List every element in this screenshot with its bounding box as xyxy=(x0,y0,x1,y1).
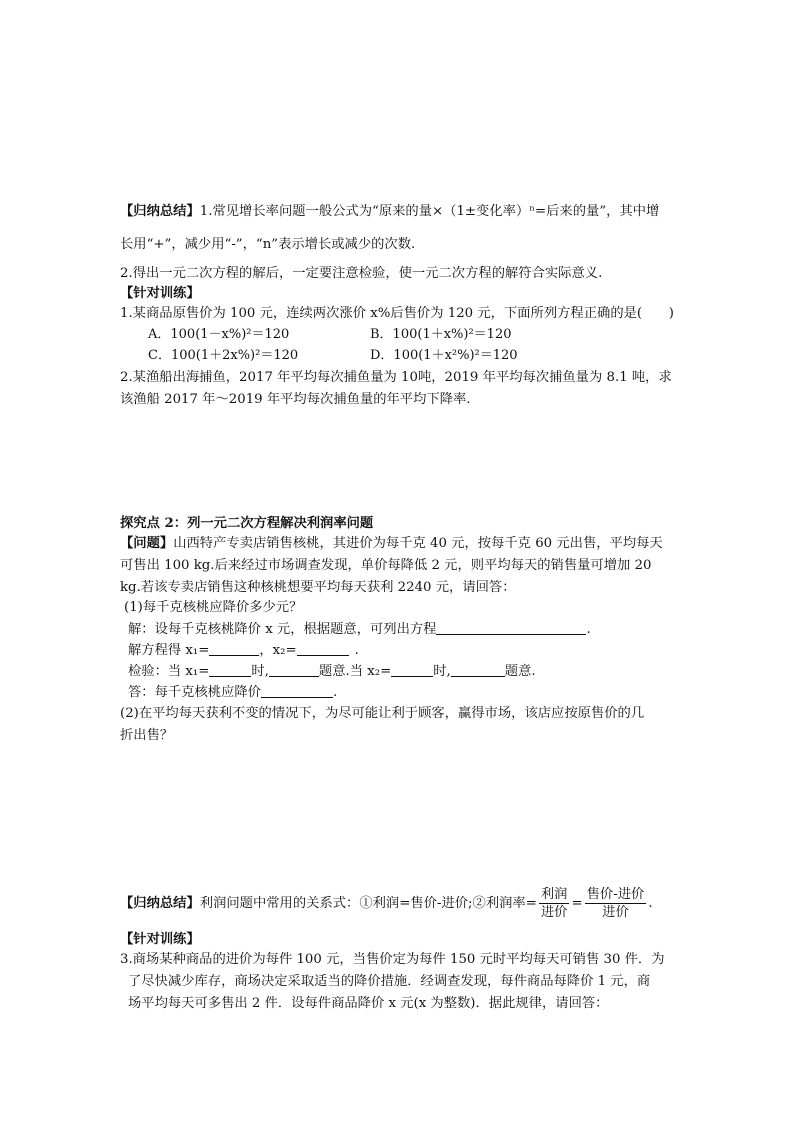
x1-blank[interactable] xyxy=(209,641,259,656)
summary-2-equals: = xyxy=(571,896,583,911)
option-b: B．100(1＋x%)²＝120 xyxy=(370,327,512,342)
option-d: D．100(1＋x²%)²＝120 xyxy=(370,348,518,363)
question-1: 1.某商品原售价为 100 元，连续两次涨价 x%后售价为 120 元，下面所列方程正确的是( ) xyxy=(120,306,674,321)
answer-line xyxy=(128,683,337,702)
summary-tag: 【归纳总结】 xyxy=(120,204,200,219)
check-text-4: 题意. xyxy=(504,664,536,679)
equation-blank[interactable] xyxy=(436,620,586,635)
question-3-line-3: 场平均每天可多售出 2 件．设每件商品降价 x 元(x 为整数)．据此规律，请回答： xyxy=(128,996,609,1011)
solution-text: 解：设每千克核桃降价 x 元，根据题意，可列出方程 xyxy=(128,622,437,637)
check-text-2: 题意.当 x₂= xyxy=(318,664,392,679)
summary-2-line xyxy=(120,886,653,921)
answer-prefix: 答：每千克核桃应降价 xyxy=(128,685,261,700)
option-a: A．100(1－x%)²＝120 xyxy=(148,327,290,342)
check-x1-blank[interactable] xyxy=(209,662,251,677)
summary-line-2: 长用“+”，减少用“-”，“n”表示增长或减少的次数. xyxy=(120,237,416,252)
question-2-line-1: 2.某渔船出海捕鱼，2017 年平均每次捕鱼量为 10吨，2019 年平均每次捕鱼量为 8.1 吨，求 xyxy=(120,370,672,385)
frac1-denominator: 进价 xyxy=(540,905,568,920)
solution-period: . xyxy=(586,622,591,637)
question-2-line-2: 该渔船 2017 年～2019 年平均每次捕鱼量的年平均下降率. xyxy=(120,392,471,407)
problem-line-1 xyxy=(120,535,663,553)
solve-end: . xyxy=(354,643,359,658)
summary-line-1 xyxy=(120,203,659,221)
sub-question-1: (1)每千克核桃应降价多少元？ xyxy=(124,600,303,615)
summary-line-3: 2.得出一元二次方程的解后，一定要注意检验，使一元二次方程的解符合实际意义. xyxy=(120,266,603,281)
option-c: C．100(1＋2x%)²＝120 xyxy=(148,348,299,363)
problem-text-1: 山西特产专卖店销售核桃，其进价为每千克 40 元，按每千克 60 元出售，平均每天 xyxy=(173,536,663,551)
check-line xyxy=(128,662,536,681)
summary-2-tag: 【归纳总结】 xyxy=(120,896,200,911)
sub-question-2-line-1: (2)在平均每天获利不变的情况下，为尽可能让利于顾客，赢得市场，该店应按原售价的几 xyxy=(120,706,645,721)
solve-prefix: 解方程得 x₁= xyxy=(128,643,210,658)
check-fit-1-blank[interactable] xyxy=(269,662,319,677)
check-text-1: 时, xyxy=(251,664,269,679)
solve-mid: ，x₂= xyxy=(259,643,297,658)
training-heading-1: 【针对训练】 xyxy=(120,286,200,301)
answer-end: . xyxy=(332,685,338,700)
frac1-numerator: 利润 xyxy=(540,887,568,902)
problem-line-3: kg.若该专卖店销售这种核桃想要平均每天获利 2240 元，请回答： xyxy=(120,580,516,595)
solve-line xyxy=(128,641,359,660)
answer-blank[interactable] xyxy=(261,683,333,698)
summary-text-1: 1.常见增长率问题一般公式为“原来的量×（1±变化率）ⁿ=后来的量”，其中增 xyxy=(199,204,660,219)
check-prefix: 检验：当 x₁= xyxy=(128,664,210,679)
frac2-denominator: 进价 xyxy=(602,905,629,920)
profit-rate-fraction xyxy=(539,886,570,921)
solution-line xyxy=(128,620,591,639)
explore-heading: 探究点 2：列一元二次方程解决利润率问题 xyxy=(120,516,374,531)
training-heading-2: 【针对训练】 xyxy=(120,932,200,947)
check-text-3: 时, xyxy=(433,664,451,679)
problem-tag: 【问题】 xyxy=(120,536,174,551)
frac2-numerator: 售价-进价 xyxy=(586,887,645,902)
check-x2-blank[interactable] xyxy=(391,662,433,677)
question-3-line-2: 了尽快减少库存，商场决定采取适当的降价措施．经调查发现，每件商品每降价 1 元，商 xyxy=(128,974,651,989)
x2-blank[interactable] xyxy=(297,641,349,656)
summary-2-end: . xyxy=(648,896,653,911)
problem-line-2: 可售出 100 kg.后来经过市场调查发现，单价每降低 2 元，则平均每天的销售量可增加 20 xyxy=(120,558,652,573)
check-fit-2-blank[interactable] xyxy=(451,662,505,677)
question-3-line-1: 3.商场某种商品的进价为每件 100 元，当售价定为每件 150 元时平均每天可销售 30 件．为 xyxy=(120,952,665,967)
price-diff-fraction xyxy=(585,886,647,921)
summary-2-text: 利润问题中常用的关系式：①利润=售价-进价;②利润率= xyxy=(199,896,537,911)
sub-question-2-line-2: 折出售？ xyxy=(120,728,174,743)
